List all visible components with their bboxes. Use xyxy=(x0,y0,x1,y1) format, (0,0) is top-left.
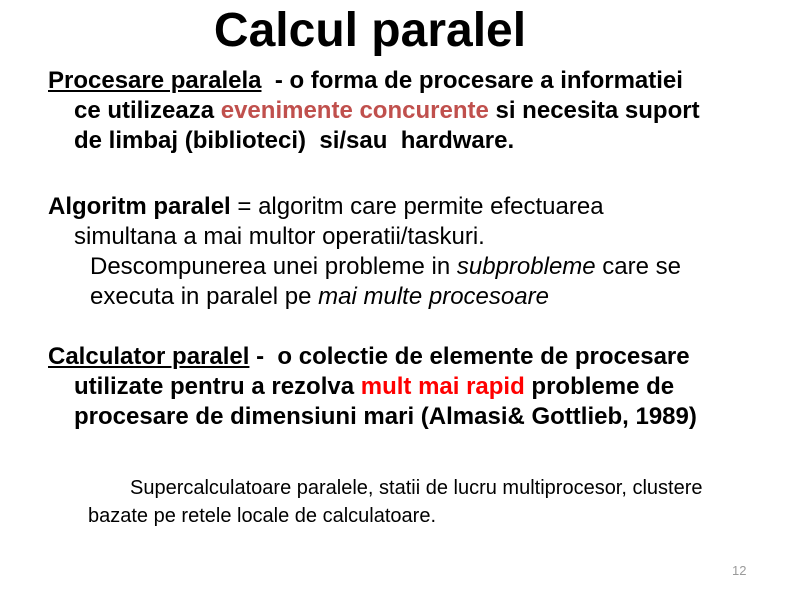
slide-number: 12 xyxy=(732,563,747,578)
p3-line-1 xyxy=(48,342,778,372)
term-algoritm-paralel: Algoritm paralel xyxy=(48,193,231,220)
definition-procesare-paralela xyxy=(48,66,778,156)
term-calculator-paralel: Calculator paralel xyxy=(48,343,250,370)
p2-line-3-text-a: Descompunerea unei probleme in xyxy=(90,253,457,280)
p2-line-3 xyxy=(48,252,778,282)
p1-line-1-text: - o forma de procesare a informatiei xyxy=(261,67,683,94)
p4-line-2: bazate pe retele locale de calculatoare. xyxy=(88,505,437,527)
p1-line-2 xyxy=(48,96,778,126)
p1-line-2-text-b: si necesita suport xyxy=(488,97,700,124)
p4-line-1: Supercalculatoare paralele, statii de lucru multiprocesor, clustere xyxy=(130,477,703,499)
p3-line-1-text: o colectie de elemente de procesare xyxy=(270,343,690,370)
italic-subprobleme: subprobleme xyxy=(456,253,596,280)
definition-algoritm-paralel xyxy=(48,192,778,312)
p3-line-2-text-a: utilizate pentru a rezolva xyxy=(74,373,361,400)
p1-line-1 xyxy=(48,66,778,96)
p2-line-4-text-a: executa in paralel pe xyxy=(90,283,319,310)
definition-calculator-paralel xyxy=(48,342,778,432)
p2-line-1-text: = algoritm care permite efectuarea xyxy=(230,193,604,220)
p3-line-3: procesare de dimensiuni mari (Almasi& Gottlieb, 1989) xyxy=(74,403,697,430)
p3-line-2 xyxy=(48,372,778,402)
highlight-evenimente-concurente: evenimente concurente xyxy=(220,97,489,124)
examples-paragraph xyxy=(88,474,788,530)
p3-dash: - xyxy=(249,343,271,370)
slide-title: Calcul paralel xyxy=(213,4,527,57)
italic-mai-multe-procesoare: mai multe procesoare xyxy=(318,283,549,310)
p1-line-2-text-a: ce utilizeaza xyxy=(74,97,221,124)
term-procesare-paralela: Procesare paralela xyxy=(48,67,262,94)
p2-line-2: simultana a mai multor operatii/taskuri. xyxy=(74,223,485,250)
p1-line-3: de limbaj (biblioteci) si/sau hardware. xyxy=(74,127,515,154)
p2-line-4 xyxy=(48,282,778,312)
p2-line-1 xyxy=(48,192,778,222)
p2-line-3-text-b: care se xyxy=(595,253,682,280)
highlight-mult-mai-rapid: mult mai rapid xyxy=(360,373,525,400)
p3-line-2-text-b: probleme de xyxy=(524,373,675,400)
